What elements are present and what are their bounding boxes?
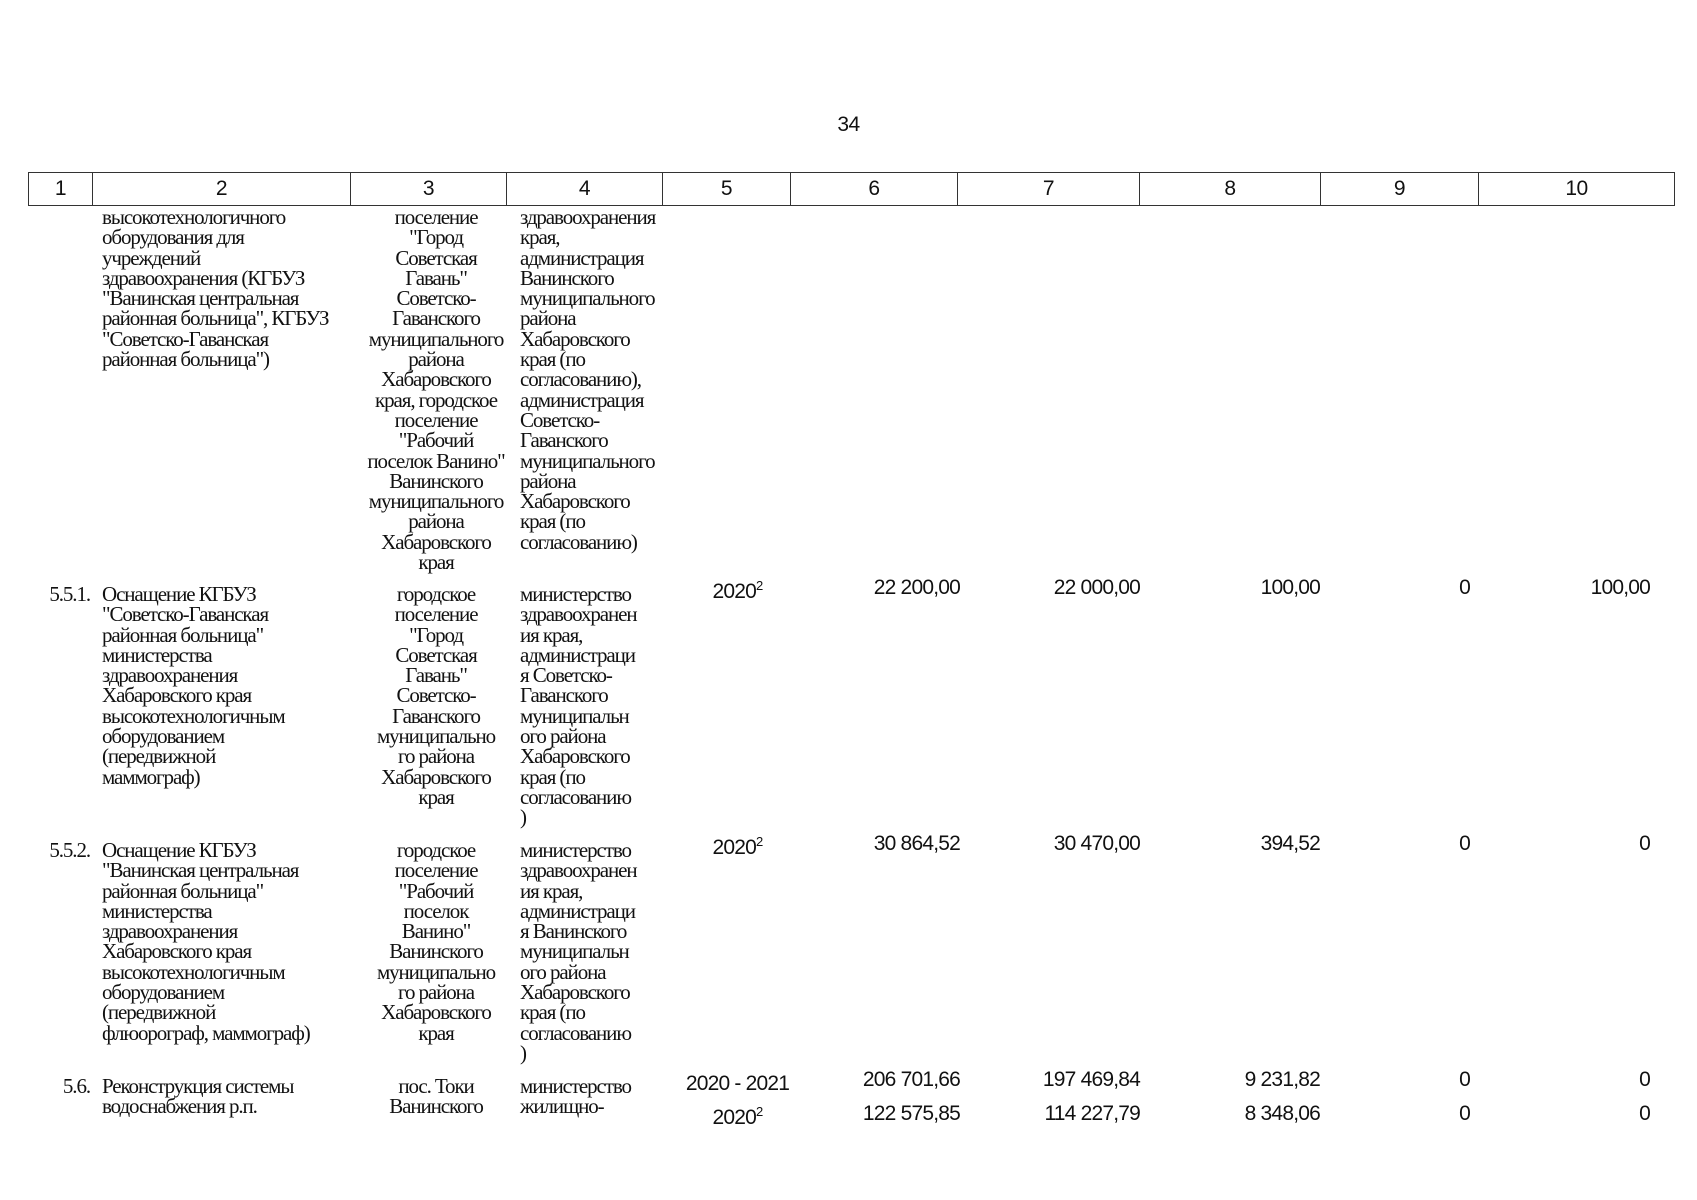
page-number: 34 xyxy=(837,113,860,136)
row-value-7: 197 469,84 xyxy=(1042,1068,1140,1091)
row-total: 206 701,66 xyxy=(862,1068,960,1091)
column-header-5: 5 xyxy=(663,173,791,206)
continued-item-executor: здравоохранения края, администрация Ванинского муниципального района Хабаровского края (по согласованию), администрация Советско- Гаванского муниципального района Хабаровского края (по согласованию) xyxy=(520,205,656,554)
row-name: Оснащение КГБУЗ "Ванинская центральная районная больница" министерства здравоохранения Хабаровского края высокотехнологичным оборудованием (передвижной флюорограф, маммограф) xyxy=(102,838,310,1045)
row-value-10: 100,00 xyxy=(1590,576,1650,599)
row-value-10: 0 xyxy=(1639,1068,1650,1091)
row-value-9: 0 xyxy=(1459,1068,1470,1091)
row-year xyxy=(670,580,805,604)
column-header-9: 9 xyxy=(1321,173,1479,206)
continued-item-name: высокотехнологичного оборудования для учреждений здравоохранения (КГБУЗ "Ванинская центральная районная больница", КГБУЗ "Советско-Гаванская районная больница") xyxy=(102,205,329,372)
year-value: 2020 xyxy=(712,836,757,859)
row-value-10: 0 xyxy=(1639,1102,1650,1125)
row-executor: министерство здравоохранен ия края, администраци я Ванинского муниципальн ого района Хабаровского края (по согласованию ) xyxy=(520,838,637,1065)
row-name: Реконструкция системы водоснабжения р.п. xyxy=(102,1074,294,1119)
row-value-9: 0 xyxy=(1459,1102,1470,1125)
row-executor: министерство жилищно- xyxy=(520,1074,631,1119)
column-header-7: 7 xyxy=(958,173,1140,206)
column-header-10: 10 xyxy=(1479,173,1675,206)
row-total: 122 575,85 xyxy=(862,1102,960,1125)
column-header-row xyxy=(28,172,1675,206)
row-value-8: 8 348,06 xyxy=(1244,1102,1320,1125)
row-value-9: 0 xyxy=(1459,832,1470,855)
row-year xyxy=(670,836,805,860)
row-value-9: 0 xyxy=(1459,576,1470,599)
column-header-4: 4 xyxy=(507,173,663,206)
year-value: 2020 xyxy=(712,580,757,603)
continued-item-place: поселение "Город Советская Гавань" Советско- Гаванского муниципального района Хабаровского края, городское поселение "Рабочий поселок Ванино" Ванинского муниципального района Хабаровского края xyxy=(367,205,505,575)
footnote-mark: 2 xyxy=(756,578,763,593)
row-year xyxy=(670,1106,805,1130)
row-number: 5.5.2. xyxy=(49,838,90,862)
row-place: пос. Токи Ванинского xyxy=(389,1074,483,1119)
column-header-2: 2 xyxy=(93,173,351,206)
footnote-mark: 2 xyxy=(756,834,763,849)
row-executor: министерство здравоохранен ия края, администраци я Советско- Гаванского муниципальн ого района Хабаровского края (по согласованию ) xyxy=(520,582,637,830)
row-value-8: 394,52 xyxy=(1260,832,1320,855)
row-value-8: 100,00 xyxy=(1260,576,1320,599)
year-value: 2020 xyxy=(712,1106,757,1129)
row-value-8: 9 231,82 xyxy=(1244,1068,1320,1091)
column-header-3: 3 xyxy=(351,173,507,206)
row-value-7: 30 470,00 xyxy=(1053,832,1140,855)
row-number: 5.5.1. xyxy=(49,582,90,606)
footnote-mark: 2 xyxy=(756,1104,763,1119)
row-total: 22 200,00 xyxy=(873,576,960,599)
row-value-7: 22 000,00 xyxy=(1053,576,1140,599)
row-number: 5.6. xyxy=(62,1074,90,1098)
row-value-7: 114 227,79 xyxy=(1044,1102,1140,1125)
column-header-6: 6 xyxy=(791,173,958,206)
row-value-10: 0 xyxy=(1639,832,1650,855)
row-total: 30 864,52 xyxy=(873,832,960,855)
column-header-8: 8 xyxy=(1140,173,1321,206)
row-year: 2020 - 2021 xyxy=(685,1072,790,1095)
row-place: городское поселение "Город Советская Гавань" Советско- Гаванского муниципально го района Хабаровского края xyxy=(376,582,496,809)
row-place: городское поселение "Рабочий поселок Ванино" Ванинского муниципально го района Хабаровского края xyxy=(376,838,496,1045)
row-name: Оснащение КГБУЗ "Советско-Гаванская районная больница" министерства здравоохранения Хабаровского края высокотехнологичным оборудованием (передвижной маммограф) xyxy=(102,582,285,789)
column-header-1: 1 xyxy=(29,173,93,206)
